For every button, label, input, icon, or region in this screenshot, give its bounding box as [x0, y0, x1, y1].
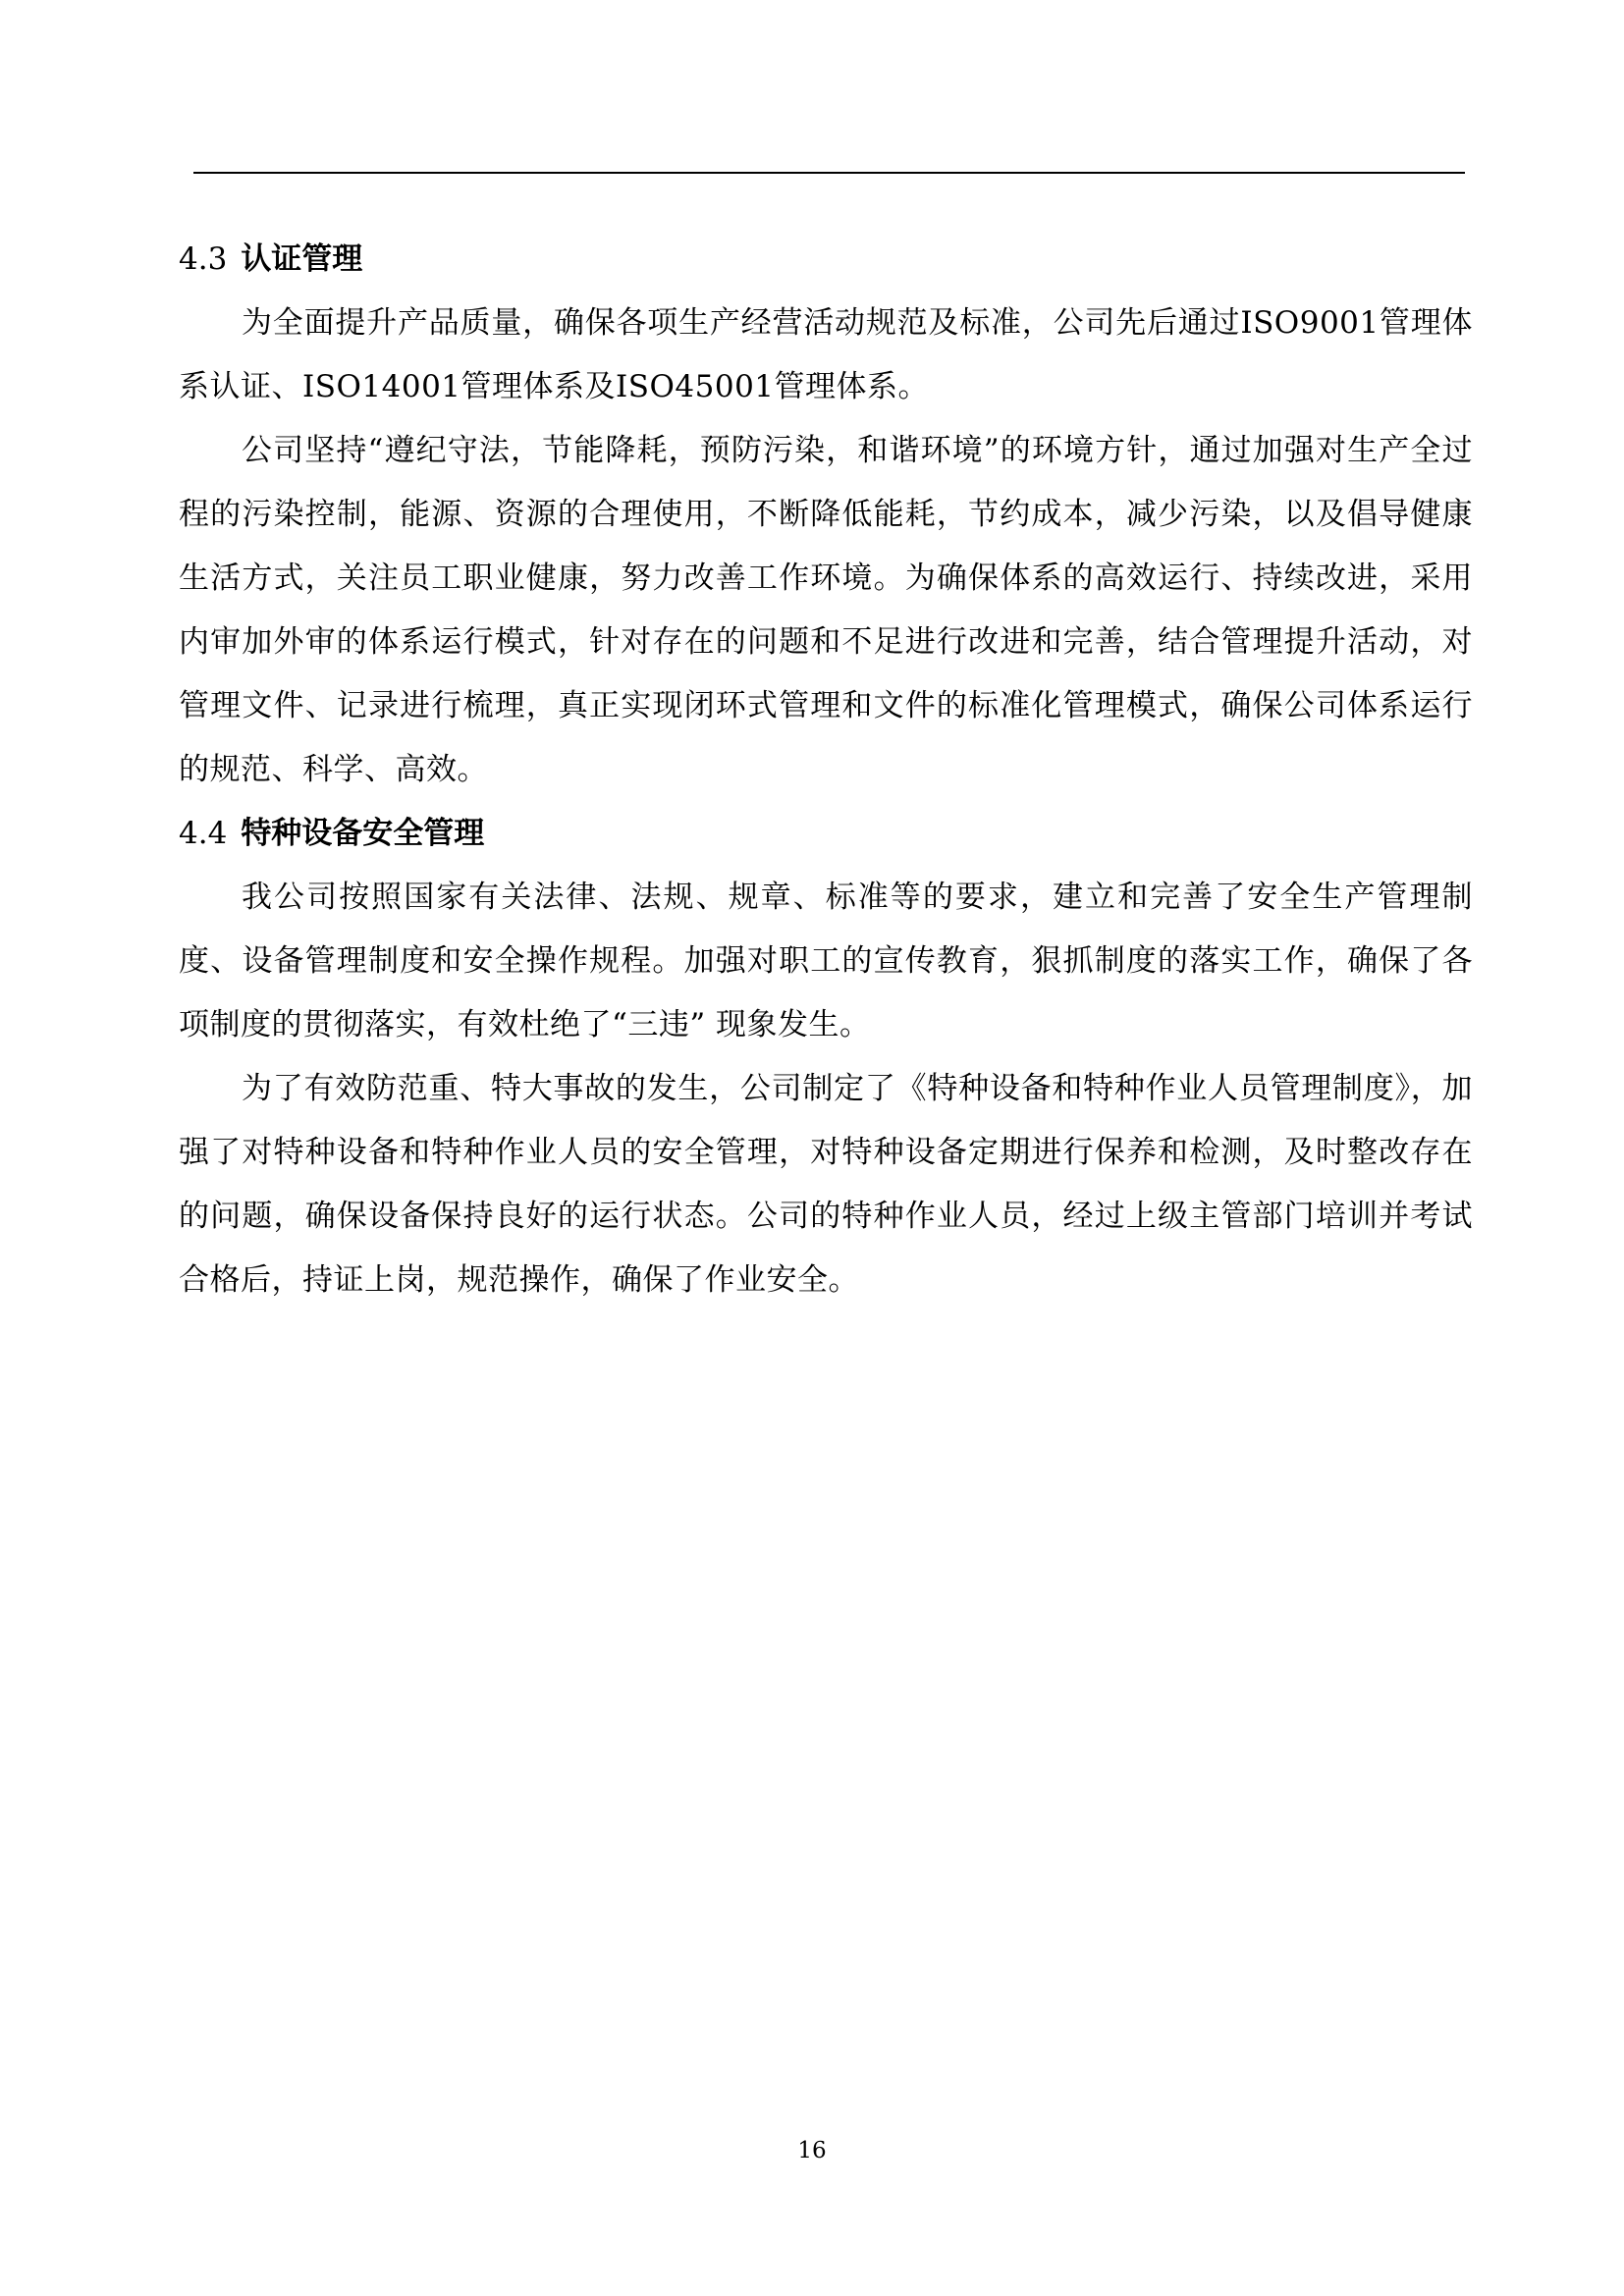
- page-number: 16: [797, 2138, 827, 2163]
- paragraph: 为全面提升产品质量，确保各项生产经营活动规范及标准，公司先后通过ISO9001管理体系认证、ISO14001管理体系及ISO45001管理体系。: [179, 305, 1473, 404]
- section-title: 认证管理: [241, 241, 363, 277]
- section-heading-4-3: [179, 228, 1473, 292]
- section-title: 特种设备安全管理: [241, 816, 485, 851]
- paragraph: 为了有效防范重、特大事故的发生，公司制定了《特种设备和特种作业人员管理制度》，加强了对特种设备和特种作业人员的安全管理，对特种设备定期进行保养和检测，及时整改存在的问题，确保设备保持良好的运行状态。公司的特种作业人员，经过上级主管部门培训并考试合格后，持证上岗，规范操作，确保了作业安全。: [179, 1071, 1473, 1298]
- section-number: 4.4: [179, 816, 228, 851]
- section-heading-4-4: [179, 802, 1473, 866]
- paragraph: 公司坚持“遵纪守法，节能降耗，预防污染，和谐环境”的环境方针，通过加强对生产全过程的污染控制，能源、资源的合理使用，不断降低能耗，节约成本，减少污染，以及倡导健康生活方式，关注员工职业健康，努力改善工作环境。为确保体系的高效运行、持续改进，采用内审加外审的体系运行模式，针对存在的问题和不足进行改进和完善，结合管理提升活动，对管理文件、记录进行梳理，真正实现闭环式管理和文件的标准化管理模式，确保公司体系运行的规范、科学、高效。: [179, 433, 1473, 787]
- page-content: [179, 228, 1473, 1312]
- paragraph: 我公司按照国家有关法律、法规、规章、标准等的要求，建立和完善了安全生产管理制度、设备管理制度和安全操作规程。加强对职工的宣传教育，狠抓制度的落实工作，确保了各项制度的贯彻落实，有效杜绝了“三违” 现象发生。: [179, 880, 1473, 1042]
- section-number: 4.3: [179, 241, 228, 277]
- header-rule: [193, 172, 1465, 174]
